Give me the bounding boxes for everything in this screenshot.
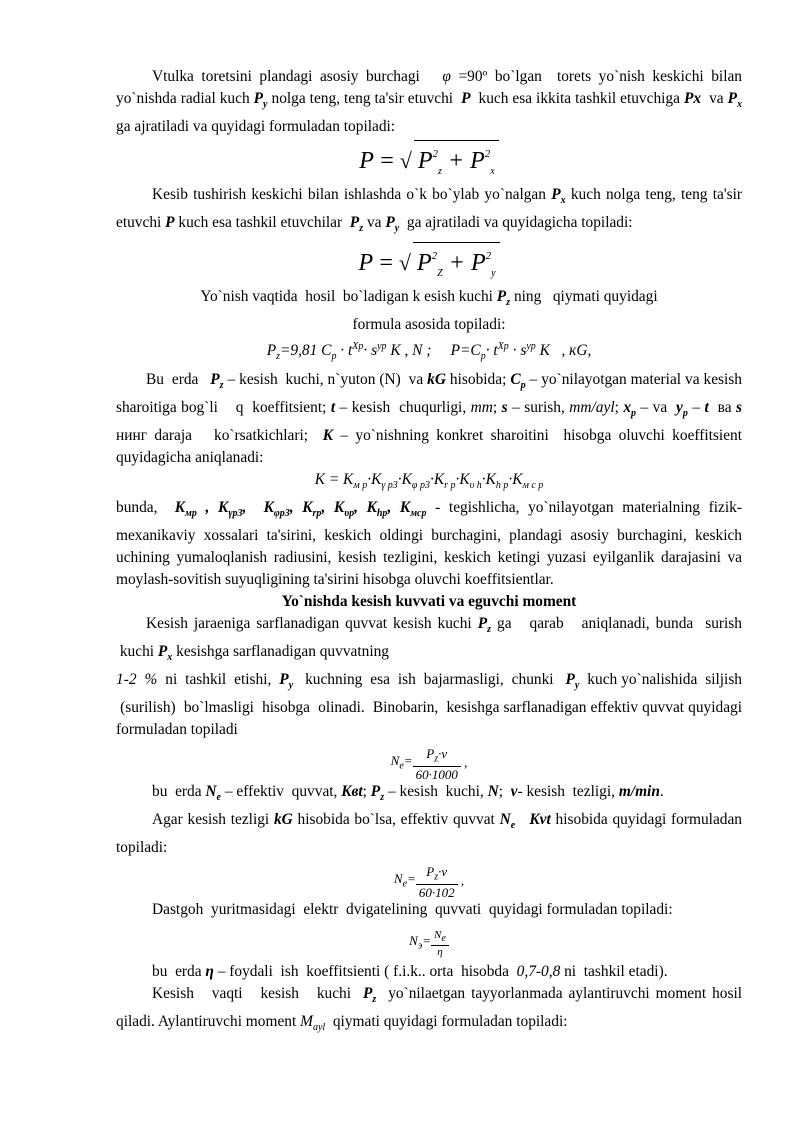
paragraph-6b: 1-2 % ni tashkil etishi, $P_y$ kuchning esa ish bajarmasligi, chunki $P_y$ kuch yo`nalishida siljish (surilish) bo`lmasligi hisobga olinadi. Binobarin, kesishga sarflanadigan effektiv quvvat quyidagi formuladan topiladi xyxy=(116,670,743,739)
formula-effective-power-kw: $N_e=$ $\frac{P_z\cdot v}{60\cdot 1000}$ , xyxy=(390,745,468,783)
paragraph-8: Agar kesish tezligi kG hisobida bo`lsa, effektiv quvvat $N_e$ Kvt hisobida quyidagi formuladan topiladi: xyxy=(116,811,742,857)
paragraph-2 xyxy=(116,184,742,240)
paragraph-10: bu erda η – foydali ish koeffitsienti ( f.i.k.. orta hisobda 0,7-0,8 ni tashkil etadi). xyxy=(152,963,668,981)
p2-text: Kesib tushirish keskichi bilan ishlashda o`k bo`ylab yo`nalgan $P_x$ kuch nolga teng, teng ta'sir etuvchi P kuch esa tashkil etuvchilar $P_z$ va $P_y$ ga ajratiladi va quyidagicha topiladi: xyxy=(116,186,742,235)
paragraph-9: Dastgoh yuritmasidagi elektr dvigatelining quvvati quyidagi formuladan topiladi: xyxy=(152,901,673,919)
formula-effective-power-kg: $N_e=$ $\frac{P_z\cdot v}{60\cdot 102}$ , xyxy=(393,863,465,901)
paragraph-1 xyxy=(116,66,742,138)
section-heading: Yo`nishda kesish kuvvati va eguvchi moment xyxy=(281,592,577,610)
formula-cutting-force: $P_z=9,81$ $C_p \cdot t^{Xp}\cdot s^{yp}$ K , N ; $P=C_p\cdot t^{Xp} \cdot s^{yp}$ K , кG, xyxy=(266,341,592,363)
document-page xyxy=(116,66,742,1039)
paragraph-4: Bu erda $P_z$ – kesish kuchi, n`yuton (N) va kG hisobida; $C_p$ – yo`nilayotgan material va kesish sharoitiga bog`li q koeffitsient; t – kesish chuqurligi, mm; s – surish, mm/ayl; $x_p$ – va $y_p$ – t ва s нинг daraja ko`rsatkichlari; K – yo`nishning konkret sharoitini hisobga oluvchi koeffitsient quyidagicha aniqlanadi: xyxy=(116,370,743,466)
formula-resultant-zx: P = √ $P^2_z + P^2_x$ xyxy=(116,138,742,184)
formula-resultant-zy: P = √ $P^2_Z + P^2_y$ xyxy=(116,240,742,286)
paragraph-3a: Yo`nish vaqtida hosil bo`ladigan k esish kuchi $P_z$ ning qiymati quyidagi xyxy=(200,288,658,309)
paragraph-7: bu erda $N_e$ – effektiv quvvat, Kвt; $P_z$ – kesish kuchi, N; v- kesish tezligi, m/min. xyxy=(152,783,664,804)
paragraph-11: Kesish vaqti kesish kuchi $P_z$ yo`nilaetgan tayyorlanmada aylantiruvchi moment hosil qiladi. Aylantiruvchi moment $M_{ayl}$ qiymati quyidagi formuladan topiladi: xyxy=(116,985,742,1034)
formula-motor-power: $N_э=$ $\frac{N_e}{\eta}$ xyxy=(116,921,742,961)
paragraph-6a: Kesish jaraeniga sarflanadigan quvvat kesish kuchi $P_z$ ga qarab aniqlanadi, bunda surish kuchi $P_x$ kesishga sarflanadigan quvvatning xyxy=(116,614,742,663)
paragraph-5: bunda, $K_{мр}$ , $K_{\gamma р3}$, $K_{\varphi р3}$, $K_{rр}$, $K_{\upsilon р}$, $K_{hр}$, $K_{мср}$ - tegishlicha, yo`nilayotgan materialning fizik-mexanikaviy xossalari ta'sirini, keskich oldingi burchagini, plandagi asosiy burchagini, keskich uchining yumaloqlanish radiusini, kesish tezligini, keskich ketingi yuzasi eyilganlik darajasini va moylash-sovitish suyuqligining ta'sirini hisobga oluvchi koeffitsientlar. xyxy=(116,498,742,588)
formula-k-coefficient: $K = K_{м р}\cdot K_{\gamma р3}\cdot K_{\varphi р3}\cdot K_{r р}\cdot K_{\upsilon h}\cdot K_{h р}\cdot K_{м с р}$ xyxy=(314,470,544,491)
p1-text: Vtulka toretsini plandagi asosiy burchagi φ =90º bo`lgan torets yo`nish keskichi bilan yo`nishda radial kuch $P_y$ nolga teng, teng ta'sir etuvchi P kuch esa ikkita tashkil etuvchiga Px va $P_x$ ga ajratiladi va quyidagi formuladan topiladi: xyxy=(116,68,742,136)
paragraph-3b: formula asosida topiladi: xyxy=(352,316,506,334)
